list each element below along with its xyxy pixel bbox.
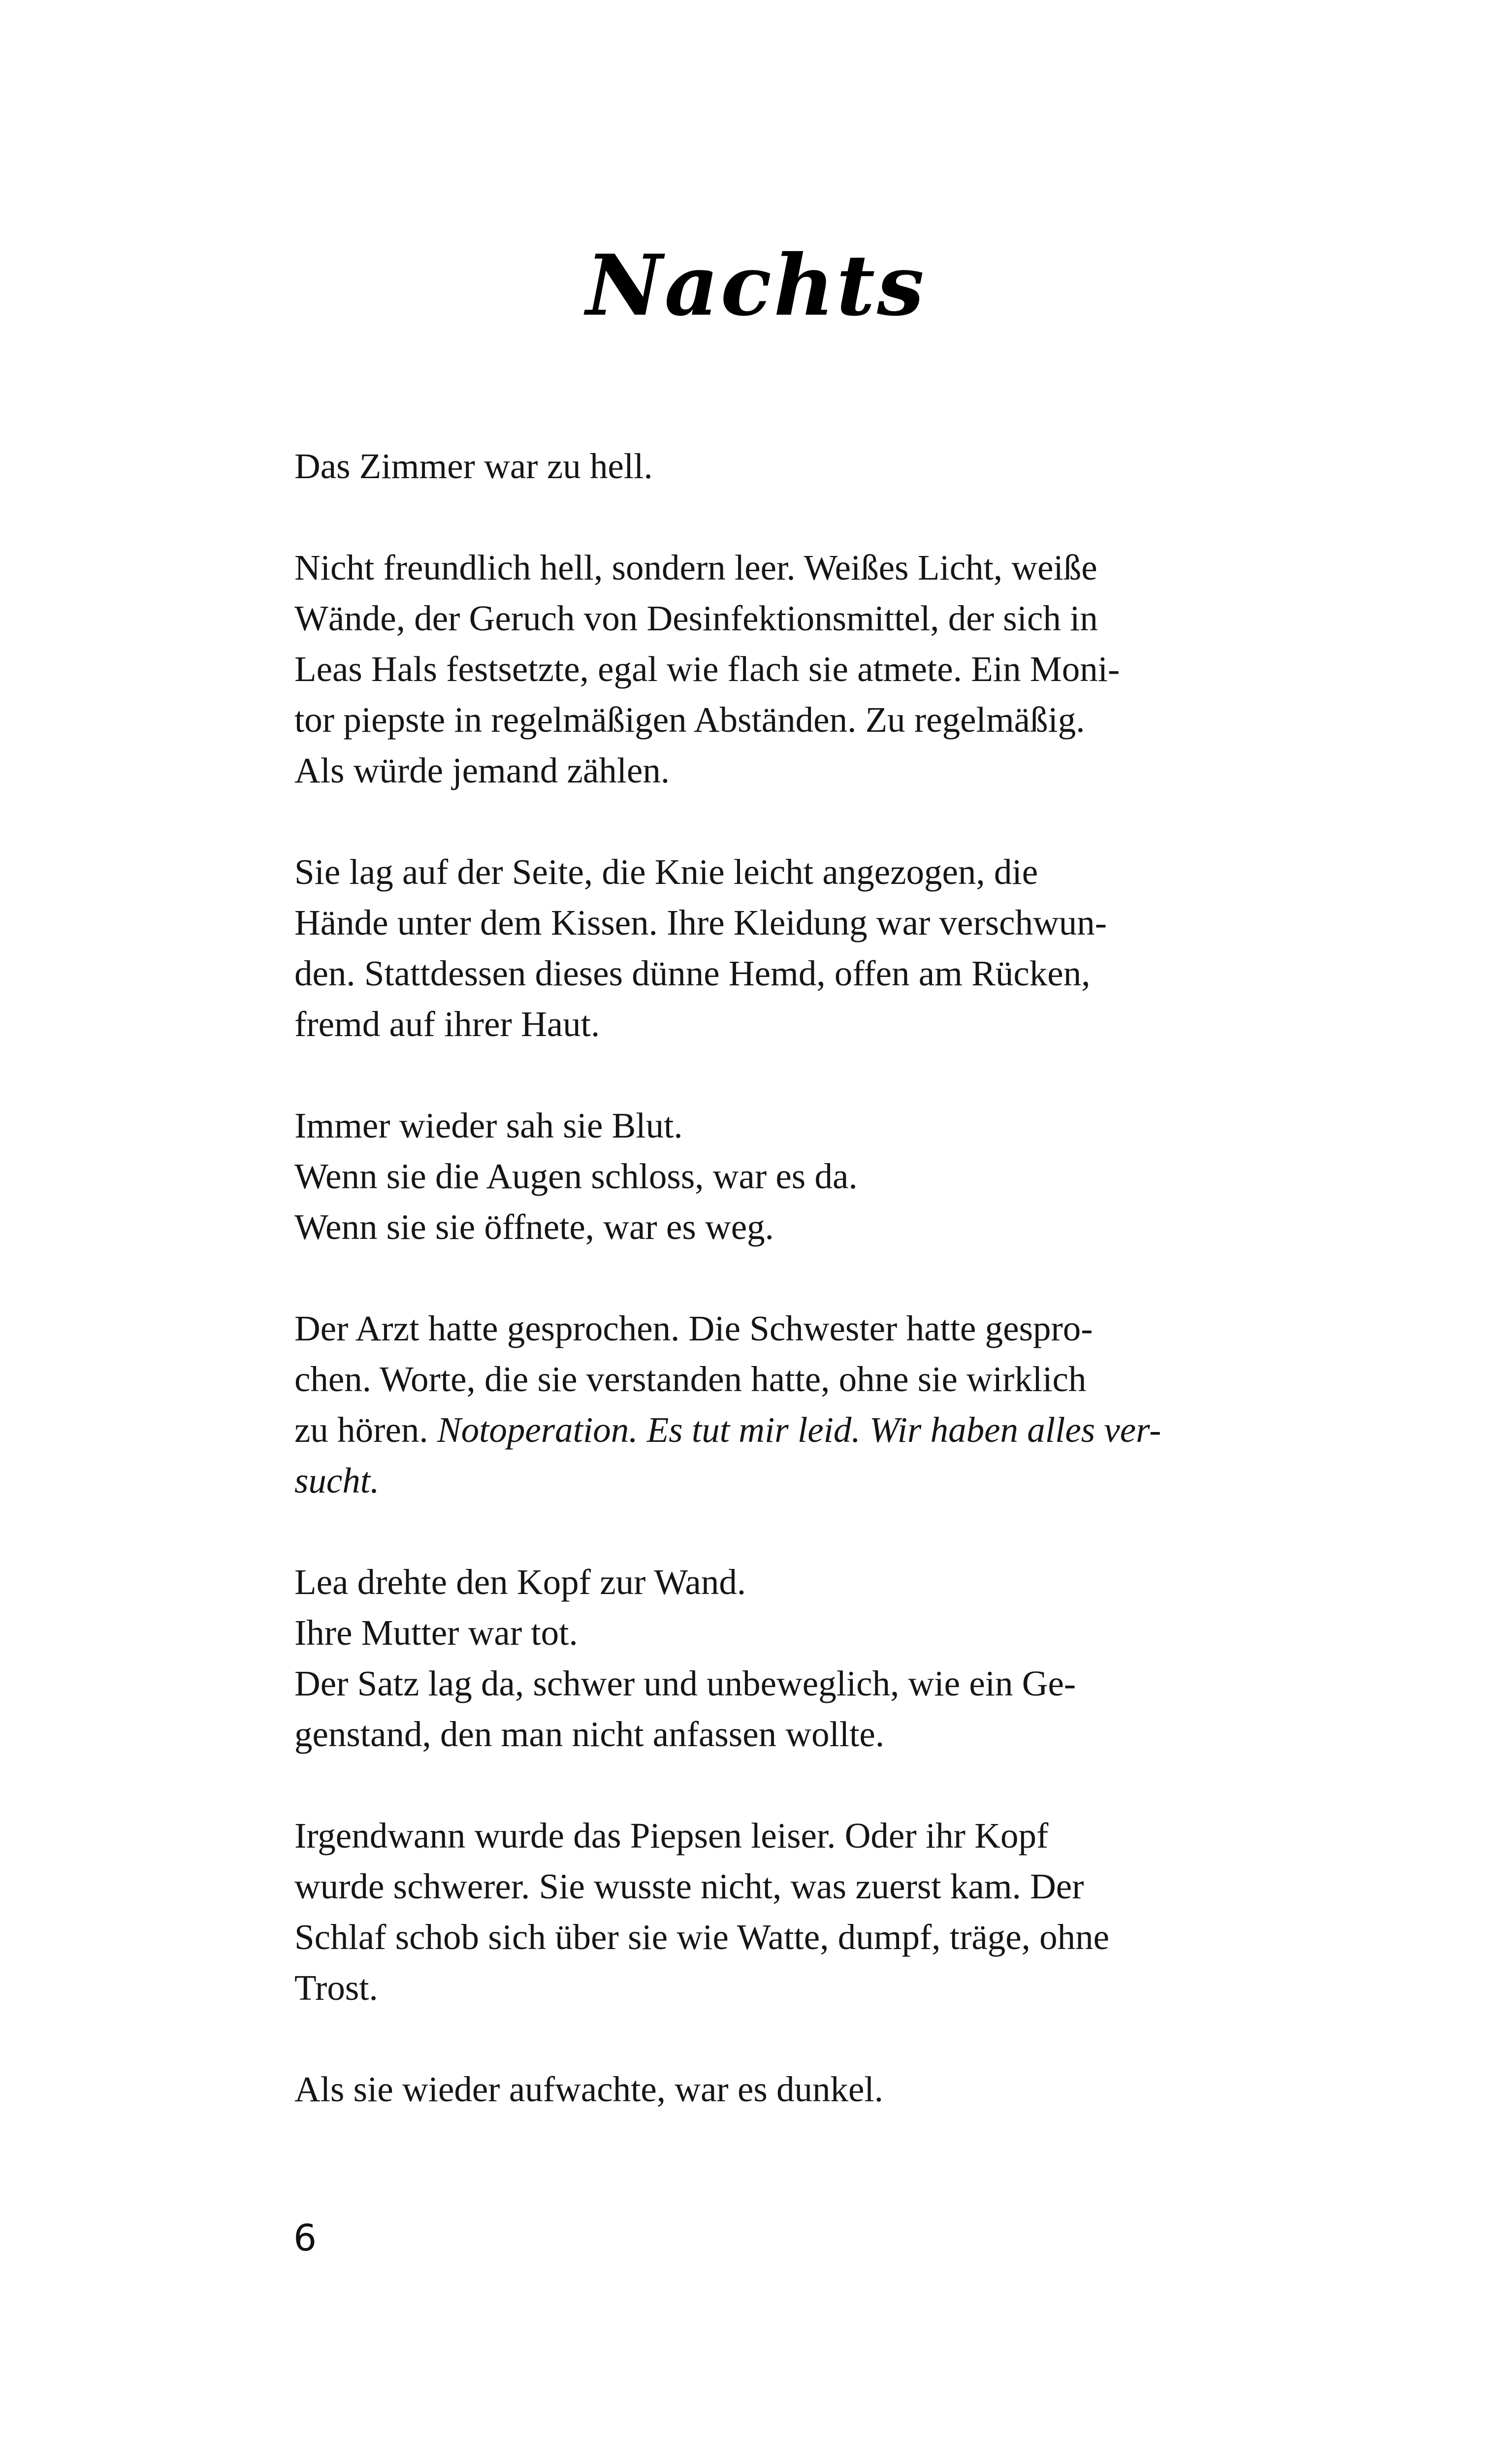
line-text: den. Stattdessen dieses dünne Hemd, offen am Rücken, <box>294 953 1091 993</box>
paragraph <box>294 2064 1259 2115</box>
text-line <box>294 897 1259 948</box>
line-text: Hände unter dem Kissen. Ihre Kleidung war verschwun- <box>294 903 1107 943</box>
line-text: Lea drehte den Kopf zur Wand. <box>294 1562 746 1602</box>
line-text: fremd auf ihrer Haut. <box>294 1004 600 1044</box>
text-line <box>294 1404 1259 1455</box>
page-number: 6 <box>293 2217 317 2259</box>
paragraph <box>294 1100 1259 1252</box>
text-line <box>294 1557 1259 1607</box>
italic-text: Notoperation. Es tut mir leid. Wir haben alles ver- <box>437 1410 1161 1450</box>
line-text: Sie lag auf der Seite, die Knie leicht angezogen, die <box>294 852 1038 892</box>
text-line <box>294 847 1259 897</box>
line-text: wurde schwerer. Sie wusste nicht, was zuerst kam. Der <box>294 1866 1084 1906</box>
line-text: Leas Hals festsetzte, egal wie flach sie atmete. Ein Moni- <box>294 649 1120 689</box>
line-text: chen. Worte, die sie verstanden hatte, ohne sie wirklich <box>294 1359 1087 1399</box>
text-line <box>294 1151 1259 1202</box>
line-text: tor piepste in regelmäßigen Abständen. Zu regelmäßig. <box>294 700 1085 740</box>
text-line <box>294 593 1259 644</box>
line-text: Als sie wieder aufwachte, war es dunkel. <box>294 2069 883 2109</box>
paragraph <box>294 1557 1259 1759</box>
line-text: Der Satz lag da, schwer und unbeweglich, wie ein Ge- <box>294 1663 1076 1703</box>
text-line <box>294 694 1259 745</box>
text-line <box>294 1912 1259 1962</box>
line-text: Ihre Mutter war tot. <box>294 1613 578 1653</box>
line-text: Als würde jemand zählen. <box>294 750 670 790</box>
paragraph <box>294 1810 1259 2013</box>
paragraph <box>294 542 1259 796</box>
text-line <box>294 542 1259 593</box>
text-line <box>294 1658 1259 1709</box>
text-line <box>294 1709 1259 1759</box>
line-text: Wenn sie sie öffnete, war es weg. <box>294 1207 774 1247</box>
italic-text: sucht. <box>294 1461 380 1500</box>
text-line <box>294 948 1259 999</box>
text-line <box>294 1607 1259 1658</box>
text-line <box>294 1354 1259 1404</box>
text-line <box>294 1810 1259 1861</box>
text-line <box>294 644 1259 694</box>
line-text: Schlaf schob sich über sie wie Watte, dumpf, träge, ohne <box>294 1917 1110 1957</box>
line-text: Der Arzt hatte gesprochen. Die Schwester hatte gespro- <box>294 1308 1093 1348</box>
chapter-body <box>294 441 1259 2165</box>
text-line <box>294 2064 1259 2115</box>
text-line <box>294 441 1259 491</box>
line-text: Trost. <box>294 1968 378 2008</box>
line-text: Das Zimmer war zu hell. <box>294 446 653 486</box>
chapter-title: Nachts <box>586 236 926 335</box>
line-text: Irgendwann wurde das Piepsen leiser. Oder ihr Kopf <box>294 1816 1049 1856</box>
text-line <box>294 1861 1259 1912</box>
text-line <box>294 1962 1259 2013</box>
text-line <box>294 999 1259 1049</box>
line-text: Wände, der Geruch von Desinfektionsmittel, der sich in <box>294 598 1098 638</box>
line-text: Immer wieder sah sie Blut. <box>294 1106 683 1145</box>
line-text: Nicht freundlich hell, sondern leer. Weißes Licht, weiße <box>294 548 1097 587</box>
text-line <box>294 1202 1259 1252</box>
paragraph <box>294 1303 1259 1506</box>
line-text: zu hören. <box>294 1410 437 1450</box>
text-line <box>294 1303 1259 1354</box>
text-line <box>294 1455 1259 1506</box>
text-line <box>294 745 1259 796</box>
paragraph <box>294 847 1259 1049</box>
text-line <box>294 1100 1259 1151</box>
paragraph <box>294 441 1259 491</box>
line-text: Wenn sie die Augen schloss, war es da. <box>294 1156 858 1196</box>
line-text: genstand, den man nicht anfassen wollte. <box>294 1714 885 1754</box>
